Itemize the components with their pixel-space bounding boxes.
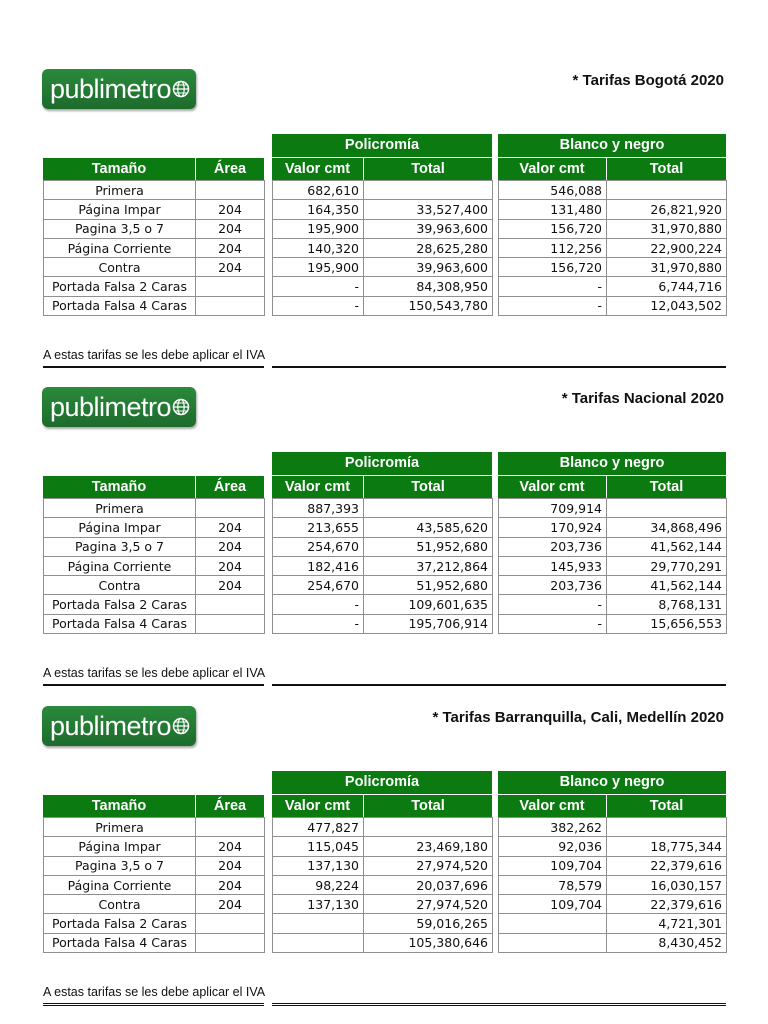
table-row xyxy=(273,595,493,614)
rate-title: * Tarifas Nacional 2020 xyxy=(561,390,724,407)
table-row xyxy=(499,837,727,856)
table-row xyxy=(273,895,493,914)
table-row xyxy=(44,277,265,296)
color-total-cell: 51,952,680 xyxy=(364,537,493,556)
color-total-cell: 39,963,600 xyxy=(364,258,493,277)
size-area-header xyxy=(43,795,264,817)
color-total-cell: 39,963,600 xyxy=(364,219,493,238)
color-columns-header xyxy=(272,476,492,498)
table-row xyxy=(273,914,493,933)
bw-total-cell: 8,768,131 xyxy=(607,595,727,614)
bw-rates-table xyxy=(498,817,727,953)
area-cell: 204 xyxy=(196,219,265,238)
color-total-cell xyxy=(364,499,493,518)
bw-total-cell: 15,656,553 xyxy=(607,614,727,633)
bw-total-cell: 31,970,880 xyxy=(607,258,727,277)
color-value-cell: - xyxy=(273,595,364,614)
size-cell: Página Impar xyxy=(44,837,196,856)
size-cell: Primera xyxy=(44,818,196,837)
area-column-header: Área xyxy=(195,476,264,498)
color-value-cell: 254,670 xyxy=(273,537,364,556)
color-total-cell: 37,212,864 xyxy=(364,556,493,575)
color-rates-table xyxy=(272,817,493,953)
table-row xyxy=(499,933,727,952)
color-value-cell: 477,827 xyxy=(273,818,364,837)
bw-value-cell: 156,720 xyxy=(499,258,607,277)
table-row xyxy=(44,875,265,894)
color-value-cell: 254,670 xyxy=(273,576,364,595)
bw-value-cell xyxy=(499,933,607,952)
bw-value-cell xyxy=(499,914,607,933)
table-row xyxy=(273,856,493,875)
table-row xyxy=(44,219,265,238)
logo-text: publimetro xyxy=(50,74,172,104)
bw-total-cell: 16,030,157 xyxy=(607,875,727,894)
area-cell: 204 xyxy=(196,258,265,277)
bw-value-cell: 709,914 xyxy=(499,499,607,518)
table-row xyxy=(44,181,265,200)
table-row xyxy=(499,200,727,219)
size-cell: Primera xyxy=(44,181,196,200)
table-row xyxy=(44,614,265,633)
color-total-cell: 43,585,620 xyxy=(364,518,493,537)
policromia-header: Policromía xyxy=(272,452,492,475)
bw-value-cell: - xyxy=(499,296,607,315)
table-row xyxy=(273,238,493,257)
table-row xyxy=(44,856,265,875)
logo-text: publimetro xyxy=(50,711,172,741)
area-cell: 204 xyxy=(196,895,265,914)
table-row xyxy=(273,875,493,894)
color-total-cell: 27,974,520 xyxy=(364,895,493,914)
bw-total-cell: 4,721,301 xyxy=(607,914,727,933)
area-cell: 204 xyxy=(196,837,265,856)
table-row xyxy=(499,219,727,238)
color-value-cell: 98,224 xyxy=(273,875,364,894)
area-cell xyxy=(196,595,265,614)
bw-total-cell xyxy=(607,181,727,200)
color-total-column-header: Total xyxy=(363,795,492,817)
color-total-cell: 105,380,646 xyxy=(364,933,493,952)
color-value-cell: - xyxy=(273,614,364,633)
rate-title: * Tarifas Barranquilla, Cali, Medellín 2020 xyxy=(432,709,724,726)
bw-value-column-header: Valor cmt xyxy=(519,479,585,495)
bw-columns-header xyxy=(498,476,726,498)
color-value-column-header: Valor cmt xyxy=(284,479,351,495)
color-value-cell: - xyxy=(273,296,364,315)
area-cell: 204 xyxy=(196,238,265,257)
bw-columns-header xyxy=(498,795,726,817)
table-row xyxy=(273,181,493,200)
area-cell xyxy=(196,614,265,633)
bw-value-cell: 131,480 xyxy=(499,200,607,219)
bw-rates-table xyxy=(498,180,727,316)
size-cell: Portada Falsa 2 Caras xyxy=(44,277,196,296)
bw-total-cell: 29,770,291 xyxy=(607,556,727,575)
publimetro-logo xyxy=(42,706,196,746)
size-cell: Página Corriente xyxy=(44,556,196,575)
size-cell: Primera xyxy=(44,499,196,518)
color-value-cell: 195,900 xyxy=(273,219,364,238)
table-row xyxy=(499,614,727,633)
bw-total-cell: 41,562,144 xyxy=(607,576,727,595)
blanco-negro-header: Blanco y negro xyxy=(498,771,726,794)
size-cell: Portada Falsa 2 Caras xyxy=(44,595,196,614)
bw-total-column-header: Total xyxy=(606,795,726,817)
iva-note: A estas tarifas se les debe aplicar el IVA xyxy=(43,985,266,999)
globe-icon xyxy=(172,398,190,416)
color-rates-table xyxy=(272,498,493,634)
table-row xyxy=(273,837,493,856)
color-total-cell: 84,308,950 xyxy=(364,277,493,296)
table-row xyxy=(499,499,727,518)
table-row xyxy=(499,895,727,914)
table-row xyxy=(499,556,727,575)
policromia-header: Policromía xyxy=(272,771,492,794)
publimetro-logo xyxy=(42,69,196,109)
iva-note: A estas tarifas se les debe aplicar el IVA xyxy=(43,666,266,680)
area-cell: 204 xyxy=(196,875,265,894)
table-row xyxy=(44,556,265,575)
table-row xyxy=(499,181,727,200)
color-total-cell: 109,601,635 xyxy=(364,595,493,614)
table-row xyxy=(499,277,727,296)
table-row xyxy=(273,277,493,296)
rate-section xyxy=(0,637,768,999)
note-divider-right xyxy=(272,1003,726,1006)
size-cell: Portada Falsa 4 Caras xyxy=(44,296,196,315)
bw-total-cell: 22,900,224 xyxy=(607,238,727,257)
color-value-cell: 140,320 xyxy=(273,238,364,257)
table-row xyxy=(273,200,493,219)
table-row xyxy=(44,499,265,518)
bw-value-column-header: Valor cmt xyxy=(519,161,585,177)
table-row xyxy=(273,219,493,238)
table-row xyxy=(273,614,493,633)
globe-icon xyxy=(172,717,190,735)
iva-note: A estas tarifas se les debe aplicar el IVA xyxy=(43,348,266,362)
area-cell: 204 xyxy=(196,518,265,537)
area-cell: 204 xyxy=(196,200,265,219)
bw-value-column-header: Valor cmt xyxy=(519,798,585,814)
table-row xyxy=(499,238,727,257)
bw-value-cell: 78,579 xyxy=(499,875,607,894)
policromia-header: Policromía xyxy=(272,134,492,157)
note-divider-left xyxy=(43,1003,264,1006)
bw-value-cell: 203,736 xyxy=(499,537,607,556)
area-cell xyxy=(196,277,265,296)
color-value-cell: 213,655 xyxy=(273,518,364,537)
area-cell: 204 xyxy=(196,856,265,875)
color-columns-header xyxy=(272,795,492,817)
area-cell: 204 xyxy=(196,537,265,556)
table-row xyxy=(44,200,265,219)
color-total-cell: 51,952,680 xyxy=(364,576,493,595)
bw-total-column-header: Total xyxy=(606,158,726,180)
table-row xyxy=(499,818,727,837)
color-total-cell: 59,016,265 xyxy=(364,914,493,933)
size-area-table xyxy=(43,180,265,316)
color-value-cell: 682,610 xyxy=(273,181,364,200)
table-row xyxy=(273,499,493,518)
size-cell: Página Corriente xyxy=(44,875,196,894)
table-row xyxy=(44,537,265,556)
color-total-cell: 20,037,696 xyxy=(364,875,493,894)
size-column-header: Tamaño xyxy=(91,479,147,495)
bw-value-cell: - xyxy=(499,277,607,296)
bw-value-cell: 156,720 xyxy=(499,219,607,238)
bw-value-cell: 109,704 xyxy=(499,856,607,875)
color-value-cell: 182,416 xyxy=(273,556,364,575)
table-row xyxy=(44,518,265,537)
table-row xyxy=(499,856,727,875)
table-row xyxy=(44,576,265,595)
table-row xyxy=(499,518,727,537)
color-total-cell: 195,706,914 xyxy=(364,614,493,633)
bw-total-cell: 22,379,616 xyxy=(607,895,727,914)
size-cell: Portada Falsa 4 Caras xyxy=(44,614,196,633)
area-cell xyxy=(196,499,265,518)
table-row xyxy=(273,576,493,595)
table-row xyxy=(499,875,727,894)
table-row xyxy=(44,933,265,952)
bw-total-cell: 12,043,502 xyxy=(607,296,727,315)
table-row xyxy=(44,895,265,914)
bw-value-cell: 112,256 xyxy=(499,238,607,257)
area-column-header: Área xyxy=(195,795,264,817)
table-row xyxy=(273,537,493,556)
size-area-header xyxy=(43,158,264,180)
color-value-cell: 164,350 xyxy=(273,200,364,219)
bw-value-cell: 92,036 xyxy=(499,837,607,856)
area-column-header: Área xyxy=(195,158,264,180)
bw-columns-header xyxy=(498,158,726,180)
color-total-cell xyxy=(364,181,493,200)
table-row xyxy=(499,296,727,315)
color-value-column-header: Valor cmt xyxy=(284,161,351,177)
area-cell xyxy=(196,818,265,837)
bw-value-cell: - xyxy=(499,595,607,614)
bw-total-cell xyxy=(607,499,727,518)
size-column-header: Tamaño xyxy=(91,161,147,177)
bw-value-cell: 546,088 xyxy=(499,181,607,200)
table-row xyxy=(44,595,265,614)
bw-total-cell: 18,775,344 xyxy=(607,837,727,856)
rate-section xyxy=(0,318,768,680)
table-row xyxy=(273,818,493,837)
table-row xyxy=(499,258,727,277)
color-total-cell: 150,543,780 xyxy=(364,296,493,315)
table-row xyxy=(273,933,493,952)
bw-value-cell: - xyxy=(499,614,607,633)
bw-total-cell xyxy=(607,818,727,837)
color-rates-table xyxy=(272,180,493,316)
globe-icon xyxy=(172,80,190,98)
size-area-table xyxy=(43,498,265,634)
table-row xyxy=(44,818,265,837)
color-total-cell: 27,974,520 xyxy=(364,856,493,875)
color-value-cell: 137,130 xyxy=(273,856,364,875)
bw-total-cell: 34,868,496 xyxy=(607,518,727,537)
area-cell: 204 xyxy=(196,556,265,575)
table-row xyxy=(273,258,493,277)
table-row xyxy=(44,837,265,856)
table-row xyxy=(44,296,265,315)
table-row xyxy=(499,537,727,556)
bw-total-cell: 31,970,880 xyxy=(607,219,727,238)
bw-total-cell: 22,379,616 xyxy=(607,856,727,875)
color-total-column-header: Total xyxy=(363,476,492,498)
blanco-negro-header: Blanco y negro xyxy=(498,452,726,475)
color-value-cell: - xyxy=(273,277,364,296)
area-cell xyxy=(196,914,265,933)
color-value-cell: 195,900 xyxy=(273,258,364,277)
color-value-cell xyxy=(273,933,364,952)
bw-rates-table xyxy=(498,498,727,634)
size-area-table xyxy=(43,817,265,953)
table-row xyxy=(44,258,265,277)
size-column-header: Tamaño xyxy=(91,798,147,814)
size-cell: Página Corriente xyxy=(44,238,196,257)
color-value-column-header: Valor cmt xyxy=(284,798,351,814)
bw-total-cell: 26,821,920 xyxy=(607,200,727,219)
size-area-header xyxy=(43,476,264,498)
color-columns-header xyxy=(272,158,492,180)
table-row xyxy=(273,556,493,575)
rate-title: * Tarifas Bogotá 2020 xyxy=(572,72,724,89)
size-cell: Pagina 3,5 o 7 xyxy=(44,537,196,556)
table-row xyxy=(499,576,727,595)
color-value-cell: 115,045 xyxy=(273,837,364,856)
rate-section xyxy=(0,0,768,362)
color-value-cell: 137,130 xyxy=(273,895,364,914)
size-cell: Portada Falsa 4 Caras xyxy=(44,933,196,952)
color-value-cell xyxy=(273,914,364,933)
bw-total-column-header: Total xyxy=(606,476,726,498)
bw-value-cell: 203,736 xyxy=(499,576,607,595)
size-cell: Pagina 3,5 o 7 xyxy=(44,856,196,875)
area-cell xyxy=(196,181,265,200)
logo-text: publimetro xyxy=(50,392,172,422)
bw-total-cell: 8,430,452 xyxy=(607,933,727,952)
blanco-negro-header: Blanco y negro xyxy=(498,134,726,157)
bw-value-cell: 109,704 xyxy=(499,895,607,914)
table-row xyxy=(273,296,493,315)
table-row xyxy=(44,238,265,257)
color-total-cell: 28,625,280 xyxy=(364,238,493,257)
area-cell xyxy=(196,296,265,315)
color-total-cell: 33,527,400 xyxy=(364,200,493,219)
bw-value-cell: 382,262 xyxy=(499,818,607,837)
bw-value-cell: 170,924 xyxy=(499,518,607,537)
area-cell: 204 xyxy=(196,576,265,595)
color-total-column-header: Total xyxy=(363,158,492,180)
table-row xyxy=(273,518,493,537)
publimetro-logo xyxy=(42,387,196,427)
table-row xyxy=(499,914,727,933)
size-cell: Pagina 3,5 o 7 xyxy=(44,219,196,238)
size-cell: Contra xyxy=(44,576,196,595)
color-total-cell: 23,469,180 xyxy=(364,837,493,856)
size-cell: Portada Falsa 2 Caras xyxy=(44,914,196,933)
bw-total-cell: 41,562,144 xyxy=(607,537,727,556)
size-cell: Contra xyxy=(44,895,196,914)
table-row xyxy=(44,914,265,933)
table-row xyxy=(499,595,727,614)
size-cell: Página Impar xyxy=(44,200,196,219)
color-total-cell xyxy=(364,818,493,837)
area-cell xyxy=(196,933,265,952)
size-cell: Contra xyxy=(44,258,196,277)
color-value-cell: 887,393 xyxy=(273,499,364,518)
bw-value-cell: 145,933 xyxy=(499,556,607,575)
bw-total-cell: 6,744,716 xyxy=(607,277,727,296)
size-cell: Página Impar xyxy=(44,518,196,537)
